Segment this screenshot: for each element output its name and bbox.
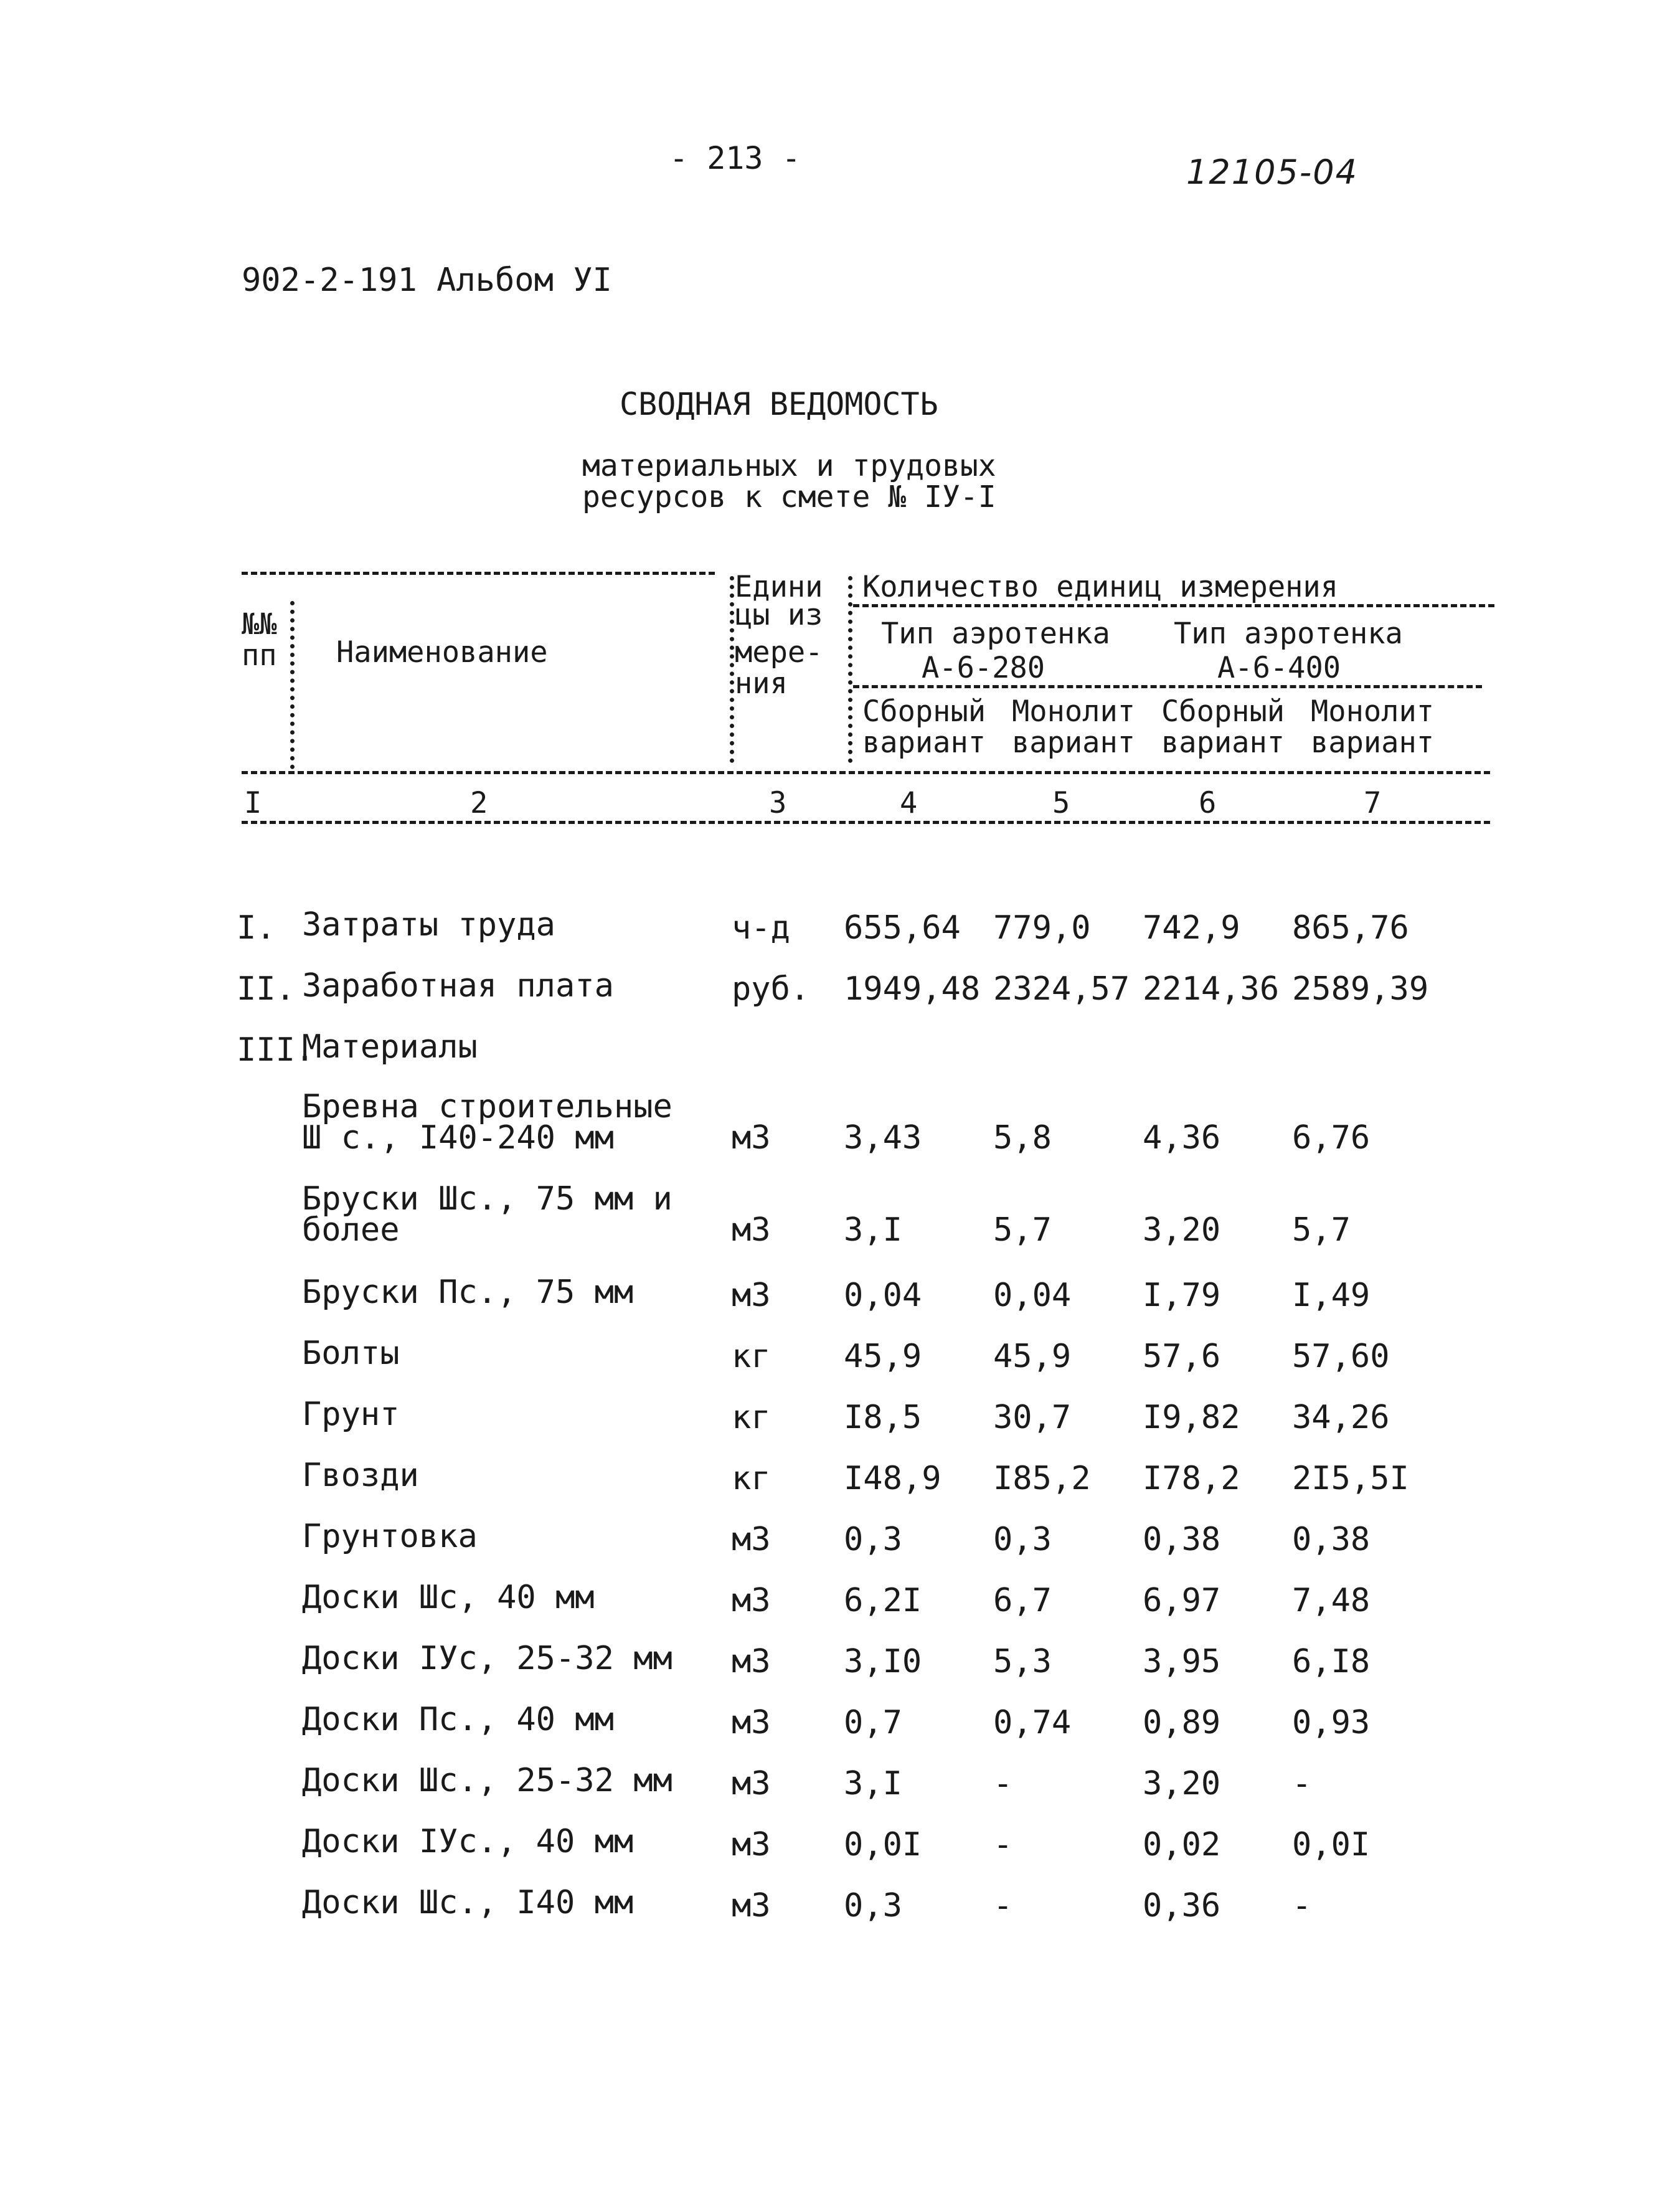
row-unit: кг xyxy=(732,1338,771,1375)
row-name: Материалы xyxy=(302,1028,478,1066)
table-row xyxy=(237,1088,1482,1166)
header-unit-right-divider xyxy=(848,576,852,763)
table-row xyxy=(237,1508,1482,1564)
row-name: Грунтовка xyxy=(302,1518,478,1555)
header-subcol-1b: вариант xyxy=(862,726,986,760)
row-name: Бруски Пс., 75 мм xyxy=(302,1274,634,1311)
row-value-col5: 2324,57 xyxy=(993,970,1130,1008)
col-number-3: 3 xyxy=(769,786,787,820)
row-value-col4: 3,I xyxy=(844,1211,902,1249)
row-value-col4: I8,5 xyxy=(844,1399,922,1436)
row-value-col4: 0,0I xyxy=(844,1826,922,1863)
document-subtitle-line1: материальных и трудовых xyxy=(582,448,996,483)
header-type-b: Тип аэротенка xyxy=(1174,617,1403,651)
table-row xyxy=(237,1447,1482,1503)
row-value-col6: 3,95 xyxy=(1143,1643,1221,1680)
document-stamp: 12105-04 xyxy=(1186,153,1358,192)
row-value-col7: 6,76 xyxy=(1292,1119,1371,1157)
row-unit: м3 xyxy=(732,1826,771,1863)
row-value-col5: - xyxy=(993,1826,1013,1863)
row-value-col5: 30,7 xyxy=(993,1399,1072,1436)
row-unit: м3 xyxy=(732,1765,771,1802)
header-subcol-4: Монолит xyxy=(1311,694,1435,729)
row-name: Бруски Шс., 75 мм и более xyxy=(302,1180,672,1249)
table-row xyxy=(237,1875,1482,1931)
row-value-col6: 0,89 xyxy=(1143,1704,1221,1741)
row-value-col6: 2214,36 xyxy=(1143,970,1280,1008)
row-value-col7: 0,38 xyxy=(1292,1521,1371,1558)
row-value-col7: I,49 xyxy=(1292,1277,1371,1314)
row-value-col7: 0,0I xyxy=(1292,1826,1371,1863)
row-value-col5: 0,74 xyxy=(993,1704,1072,1741)
header-quantity: Количество единиц измерения xyxy=(862,570,1339,604)
header-subcol-3b: вариант xyxy=(1161,726,1285,760)
row-value-col6: 6,97 xyxy=(1143,1582,1221,1619)
row-name: Гвозди xyxy=(302,1457,419,1494)
header-type-a: Тип аэротенка xyxy=(881,617,1110,651)
row-value-col6: 742,9 xyxy=(1143,909,1240,947)
row-value-col7: 7,48 xyxy=(1292,1582,1371,1619)
row-value-col4: 6,2I xyxy=(844,1582,922,1619)
table-row xyxy=(237,1814,1482,1870)
row-unit: м3 xyxy=(732,1521,771,1558)
row-unit: кг xyxy=(732,1460,771,1497)
row-unit: руб. xyxy=(732,970,810,1008)
row-value-col6: 0,02 xyxy=(1143,1826,1221,1863)
col-number-6: 6 xyxy=(1199,786,1217,820)
header-unit-line3: мере- xyxy=(735,635,823,670)
header-num-line2: пп xyxy=(242,638,277,673)
header-subcol-2: Монолит xyxy=(1012,694,1136,729)
row-value-col7: 2589,39 xyxy=(1292,970,1429,1008)
row-unit: м3 xyxy=(732,1704,771,1741)
row-value-col5: 5,7 xyxy=(993,1211,1052,1249)
header-top-rule-left xyxy=(242,572,715,575)
row-unit: м3 xyxy=(732,1582,771,1619)
row-value-col5: 5,3 xyxy=(993,1643,1052,1680)
table-row xyxy=(237,1569,1482,1626)
table-row xyxy=(237,1692,1482,1748)
header-type-rule xyxy=(853,685,1482,688)
row-value-col4: 3,I0 xyxy=(844,1643,922,1680)
row-unit: м3 xyxy=(732,1887,771,1924)
row-name: Затраты труда xyxy=(302,906,555,944)
header-subcol-1: Сборный xyxy=(862,694,986,729)
row-value-col5: 779,0 xyxy=(993,909,1091,947)
table-row xyxy=(237,1180,1482,1258)
col-number-2: 2 xyxy=(470,786,488,820)
row-value-col4: 3,I xyxy=(844,1765,902,1802)
row-value-col6: 4,36 xyxy=(1143,1119,1221,1157)
col-number-1: I xyxy=(244,786,262,820)
row-value-col4: 0,04 xyxy=(844,1277,922,1314)
page-number: - 213 - xyxy=(669,140,801,176)
header-name: Наименование xyxy=(336,635,548,670)
row-value-col6: 0,36 xyxy=(1143,1887,1221,1924)
document-title: СВОДНАЯ ВЕДОМОСТЬ xyxy=(620,386,938,422)
row-unit: м3 xyxy=(732,1643,771,1680)
row-value-col7: 6,I8 xyxy=(1292,1643,1371,1680)
header-type-a-code: А-6-280 xyxy=(922,651,1045,685)
document-subtitle-line2: ресурсов к смете № IУ-I xyxy=(582,480,996,514)
row-unit: кг xyxy=(732,1399,771,1436)
table-row xyxy=(237,958,1482,1014)
album-reference: 902-2-191 Альбом УI xyxy=(242,262,612,299)
row-name: Доски IУс., 40 мм xyxy=(302,1823,634,1860)
row-value-col7: 57,60 xyxy=(1292,1338,1390,1375)
table-row xyxy=(237,1631,1482,1687)
table-row xyxy=(237,1264,1482,1320)
row-name: Доски Шс., I40 мм xyxy=(302,1884,634,1921)
row-value-col5: 5,8 xyxy=(993,1119,1052,1157)
table-row xyxy=(237,897,1482,953)
row-value-col4: 45,9 xyxy=(844,1338,922,1375)
header-num-divider xyxy=(290,601,295,769)
header-num-line1: №№ xyxy=(242,607,277,641)
row-unit: м3 xyxy=(732,1277,771,1314)
row-name: Доски Пс., 40 мм xyxy=(302,1701,614,1738)
column-numbers-rule xyxy=(242,821,1490,824)
row-value-col6: I78,2 xyxy=(1143,1460,1240,1497)
row-value-col4: 0,7 xyxy=(844,1704,902,1741)
col-number-4: 4 xyxy=(900,786,918,820)
row-unit: м3 xyxy=(732,1119,771,1157)
row-value-col4: 1949,48 xyxy=(844,970,981,1008)
table-row xyxy=(237,1325,1482,1381)
row-value-col5: 0,04 xyxy=(993,1277,1072,1314)
table-row xyxy=(237,1019,1482,1075)
header-unit-left-divider xyxy=(730,576,734,763)
row-value-col7: 5,7 xyxy=(1292,1211,1351,1249)
col-number-5: 5 xyxy=(1052,786,1070,820)
row-value-col4: 3,43 xyxy=(844,1119,922,1157)
row-value-col4: 0,3 xyxy=(844,1887,902,1924)
row-value-col7: 0,93 xyxy=(1292,1704,1371,1741)
row-name: Болты xyxy=(302,1335,400,1372)
row-number: III. xyxy=(237,1031,315,1069)
table-row xyxy=(237,1753,1482,1809)
row-value-col6: I9,82 xyxy=(1143,1399,1240,1436)
row-value-col6: 0,38 xyxy=(1143,1521,1221,1558)
header-subcol-3: Сборный xyxy=(1161,694,1285,729)
row-value-col7: - xyxy=(1292,1765,1312,1802)
header-bottom-rule xyxy=(242,771,1490,774)
row-value-col6: 3,20 xyxy=(1143,1211,1221,1249)
row-value-col5: 6,7 xyxy=(993,1582,1052,1619)
row-value-col5: 0,3 xyxy=(993,1521,1052,1558)
header-subcol-2b: вариант xyxy=(1012,726,1136,760)
row-name: Доски IУс, 25-32 мм xyxy=(302,1640,672,1677)
row-unit: ч-д xyxy=(732,909,790,947)
header-unit-line4: ния xyxy=(735,666,788,701)
row-name: Грунт xyxy=(302,1396,400,1433)
row-value-col4: 0,3 xyxy=(844,1521,902,1558)
row-value-col5: I85,2 xyxy=(993,1460,1091,1497)
header-type-b-code: А-6-400 xyxy=(1217,651,1341,685)
row-value-col7: - xyxy=(1292,1887,1312,1924)
row-value-col6: I,79 xyxy=(1143,1277,1221,1314)
row-value-col5: - xyxy=(993,1765,1013,1802)
table-row xyxy=(237,1386,1482,1442)
header-unit-line2: цы из xyxy=(735,598,823,632)
row-value-col4: 655,64 xyxy=(844,909,961,947)
row-value-col7: 34,26 xyxy=(1292,1399,1390,1436)
row-number: II. xyxy=(237,970,295,1008)
row-name: Заработная плата xyxy=(302,967,614,1005)
row-value-col7: 2I5,5I xyxy=(1292,1460,1409,1497)
row-number: I. xyxy=(237,909,276,947)
header-quantity-rule xyxy=(853,604,1494,607)
row-value-col7: 865,76 xyxy=(1292,909,1409,947)
col-number-7: 7 xyxy=(1364,786,1382,820)
row-name: Доски Шс., 25-32 мм xyxy=(302,1762,672,1799)
row-name: Бревна строительные Ш с., I40-240 мм xyxy=(302,1088,672,1157)
row-value-col5: 45,9 xyxy=(993,1338,1072,1375)
header-unit-line1: Едини xyxy=(735,570,823,604)
row-value-col5: - xyxy=(993,1887,1013,1924)
row-value-col6: 57,6 xyxy=(1143,1338,1221,1375)
row-name: Доски Шс, 40 мм xyxy=(302,1579,595,1616)
row-value-col4: I48,9 xyxy=(844,1460,941,1497)
header-subcol-4b: вариант xyxy=(1311,726,1435,760)
row-unit: м3 xyxy=(732,1211,771,1249)
row-value-col6: 3,20 xyxy=(1143,1765,1221,1802)
